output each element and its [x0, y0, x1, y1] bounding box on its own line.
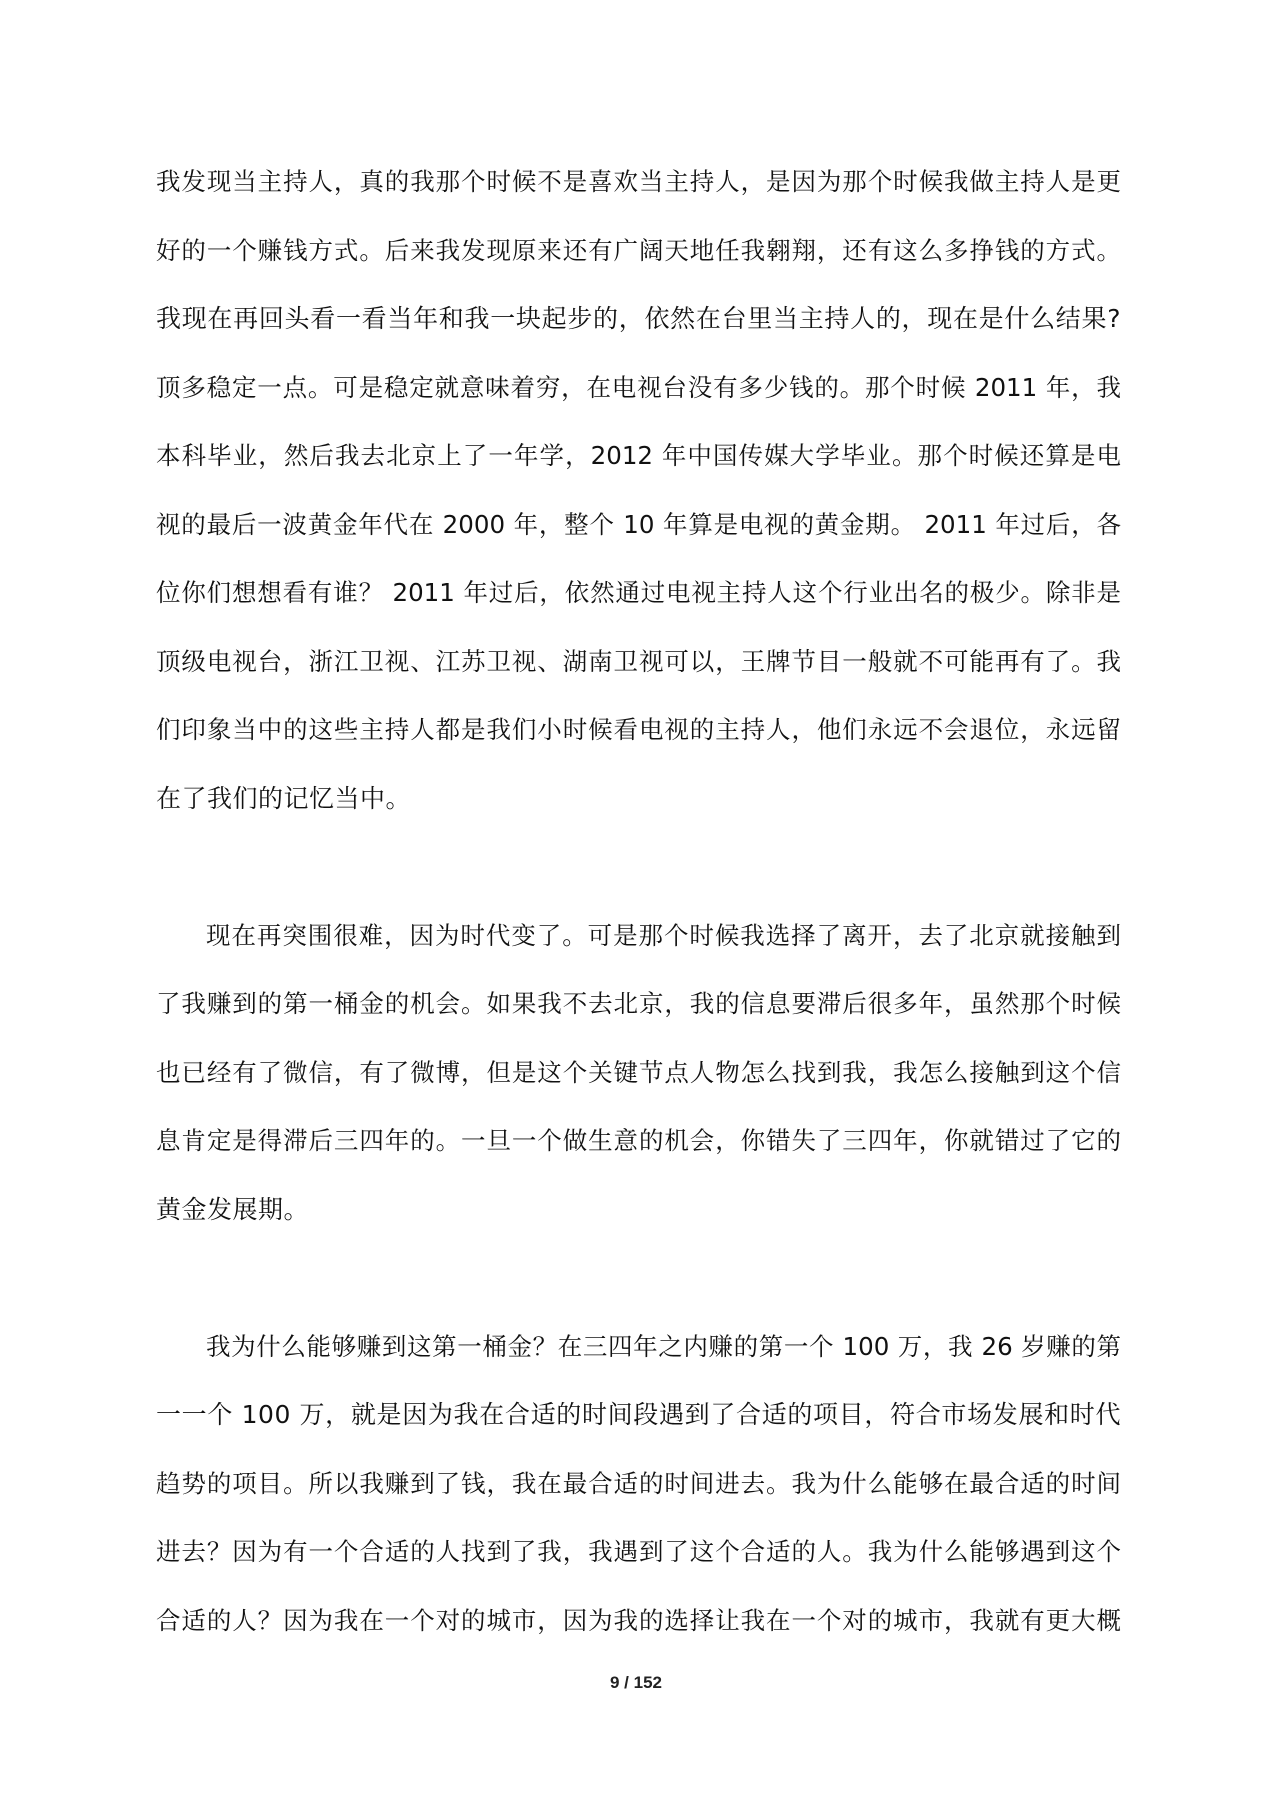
text-line: 好的一个赚钱方式。后来我发现原来还有广阔天地任我翱翔，还有这么多挣钱的方式。	[156, 235, 1121, 265]
paragraph-gap	[156, 1244, 1121, 1313]
text-line: 在了我们的记忆当中。	[156, 783, 412, 813]
page-number: 9 / 152	[610, 1673, 662, 1692]
text-line: 顶多稳定一点。可是稳定就意味着穷，在电视台没有多少钱的。那个时候 2011 年，我	[156, 372, 1121, 402]
text-line: 现在再突围很难，因为时代变了。可是那个时候我选择了离开，去了北京就接触到	[206, 920, 1121, 950]
text-line: 也已经有了微信，有了微博，但是这个关键节点人物怎么找到我，我怎么接触到这个信	[156, 1057, 1121, 1087]
text-line: 我发现当主持人，真的我那个时候不是喜欢当主持人，是因为那个时候我做主持人是更	[156, 167, 1121, 196]
text-line: 我现在再回头看一看当年和我一块起步的，依然在台里当主持人的，现在是什么结果?	[156, 304, 1121, 333]
text-line: 进去？因为有一个合适的人找到了我，我遇到了这个合适的人。我为什么能够遇到这个	[156, 1537, 1121, 1566]
text-line: 合适的人？因为我在一个对的城市，因为我的选择让我在一个对的城市，我就有更大概	[156, 1605, 1121, 1635]
text-line: 了我赚到的第一桶金的机会。如果我不去北京，我的信息要滞后很多年，虽然那个时候	[156, 989, 1121, 1018]
text-line: 息肯定是得滞后三四年的。一旦一个做生意的机会，你错失了三四年，你就错过了它的	[156, 1126, 1121, 1155]
text-line: 们印象当中的这些主持人都是我们小时候看电视的主持人，他们永远不会退位，永远留	[156, 715, 1121, 744]
text-line: 视的最后一波黄金年代在 2000 年，整个 10 年算是电视的黄金期。 2011 年过后，各	[156, 509, 1121, 539]
text-line: 一一个 100 万，就是因为我在合适的时间段遇到了合适的项目，符合市场发展和时代	[156, 1400, 1121, 1429]
text-line: 黄金发展期。	[156, 1194, 310, 1224]
paragraph-2	[156, 902, 1121, 1245]
text-line: 顶级电视台，浙江卫视、江苏卫视、湖南卫视可以，王牌节目一般就不可能再有了。我	[156, 646, 1121, 676]
paragraph-1	[156, 148, 1121, 833]
paragraph-gap	[156, 833, 1121, 902]
body-text	[156, 148, 1121, 1655]
text-line: 位你们想想看有谁？ 2011 年过后，依然通过电视主持人这个行业出名的极少。除非是	[156, 578, 1121, 607]
text-line: 我为什么能够赚到这第一桶金？在三四年之内赚的第一个 100 万，我 26 岁赚的第	[206, 1331, 1121, 1361]
text-line: 本科毕业，然后我去北京上了一年学，2012 年中国传媒大学毕业。那个时候还算是电	[156, 441, 1121, 470]
paragraph-3	[156, 1313, 1121, 1656]
text-line: 趋势的项目。所以我赚到了钱，我在最合适的时间进去。我为什么能够在最合适的时间	[156, 1468, 1121, 1498]
